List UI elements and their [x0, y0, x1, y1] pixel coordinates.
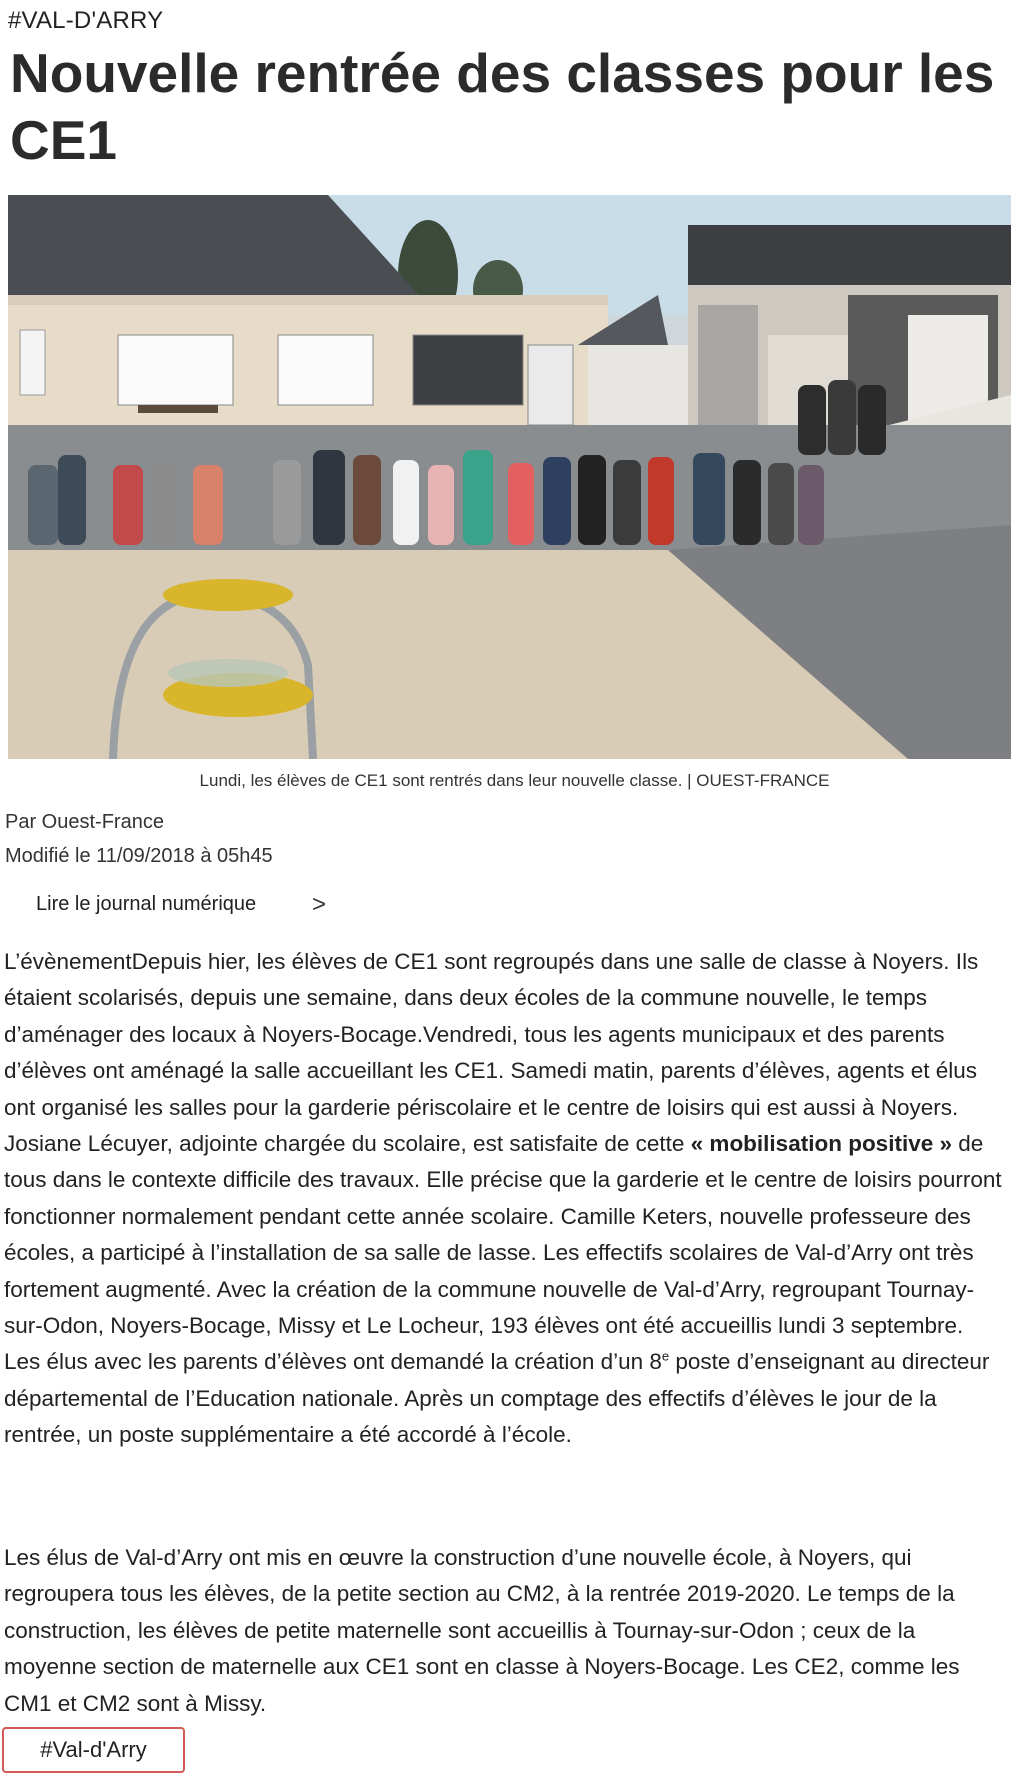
tag-val-darry-button[interactable]: #Val-d'Arry [2, 1727, 185, 1773]
journal-link-label: Lire le journal numérique [36, 893, 257, 915]
chevron-right-icon: > [312, 891, 327, 918]
paragraph-1-text-c: poste d’enseignant au directeur départemental de l’Education nationale. Après un comptage des effectifs d’élèves le jour de la rentrée, un poste supplémentaire a été accordé à l’école. [4, 1349, 990, 1448]
photo-caption: Lundi, les élèves de CE1 sont rentrés dans leur nouvelle classe. | OUEST-FRANCE [199, 771, 830, 790]
read-digital-journal-link[interactable] [36, 891, 327, 918]
quote-mobilisation-positive: « mobilisation positive » [690, 1131, 952, 1157]
article-photo [8, 195, 1011, 759]
byline: Par Ouest-France [5, 811, 164, 833]
ordinal-superscript: e [661, 1348, 670, 1364]
article-paragraph-2: Les élus de Val-d’Arry ont mis en œuvre la construction d’une nouvelle école, à Noyers, qui regroupera tous les élèves, de la petite section au CM2, à la rentrée 2019-2020. Le temps de la construction, les élèves de petite maternelle sont accueillis à Tournay-sur-Odon ; ceux de la moyenne section de maternelle aux CE1 sont en classe à Noyers-Bocage. Les CE2, comme les CM1 et CM2 sont à Missy. [4, 1545, 960, 1716]
paragraph-1-text-b: de tous dans le contexte difficile des travaux. Elle précise que la garderie et le centre de loisirs pourront fonctionner normalement pendant cette année scolaire. Camille Keters, nouvelle professeure des écoles, a participé à l’installation de sa salle de lasse. Les effectifs scolaires de Val-d’Arry ont très fortement augmenté. Avec la création de la commune nouvelle de Val-d’Arry, regroupant Tournay-sur-Odon, Noyers-Bocage, Missy et Le Locheur, 193 élèves ont été accueillis lundi 3 septembre. Les élus avec les parents d’élèves ont demandé la création d’un 8 [4, 1131, 1002, 1375]
paragraph-1-text-a: L’évènementDepuis hier, les élèves de CE1 sont regroupés dans une salle de classe à Noyers. Ils étaient scolarisés, depuis une semaine, dans deux écoles de la commune nouvelle, le temps d’aménager des locaux à Noyers-Bocage.Vendredi, tous les agents municipaux et des parents d’élèves ont aménagé la salle accueillant les CE1. Samedi matin, parents d’élèves, agents et élus ont organisé les salles pour la garderie périscolaire et le centre de loisirs qui est aussi à Noyers. Josiane Lécuyer, adjointe chargée du scolaire, est satisfaite de cette [4, 949, 979, 1157]
article-paragraph-1 [4, 944, 1004, 1454]
article-title: Nouvelle rentrée des classes pour les CE1 [10, 42, 995, 171]
kicker-tag[interactable]: #VAL-D'ARRY [8, 7, 164, 34]
modified-date: Modifié le 11/09/2018 à 05h45 [5, 845, 273, 867]
